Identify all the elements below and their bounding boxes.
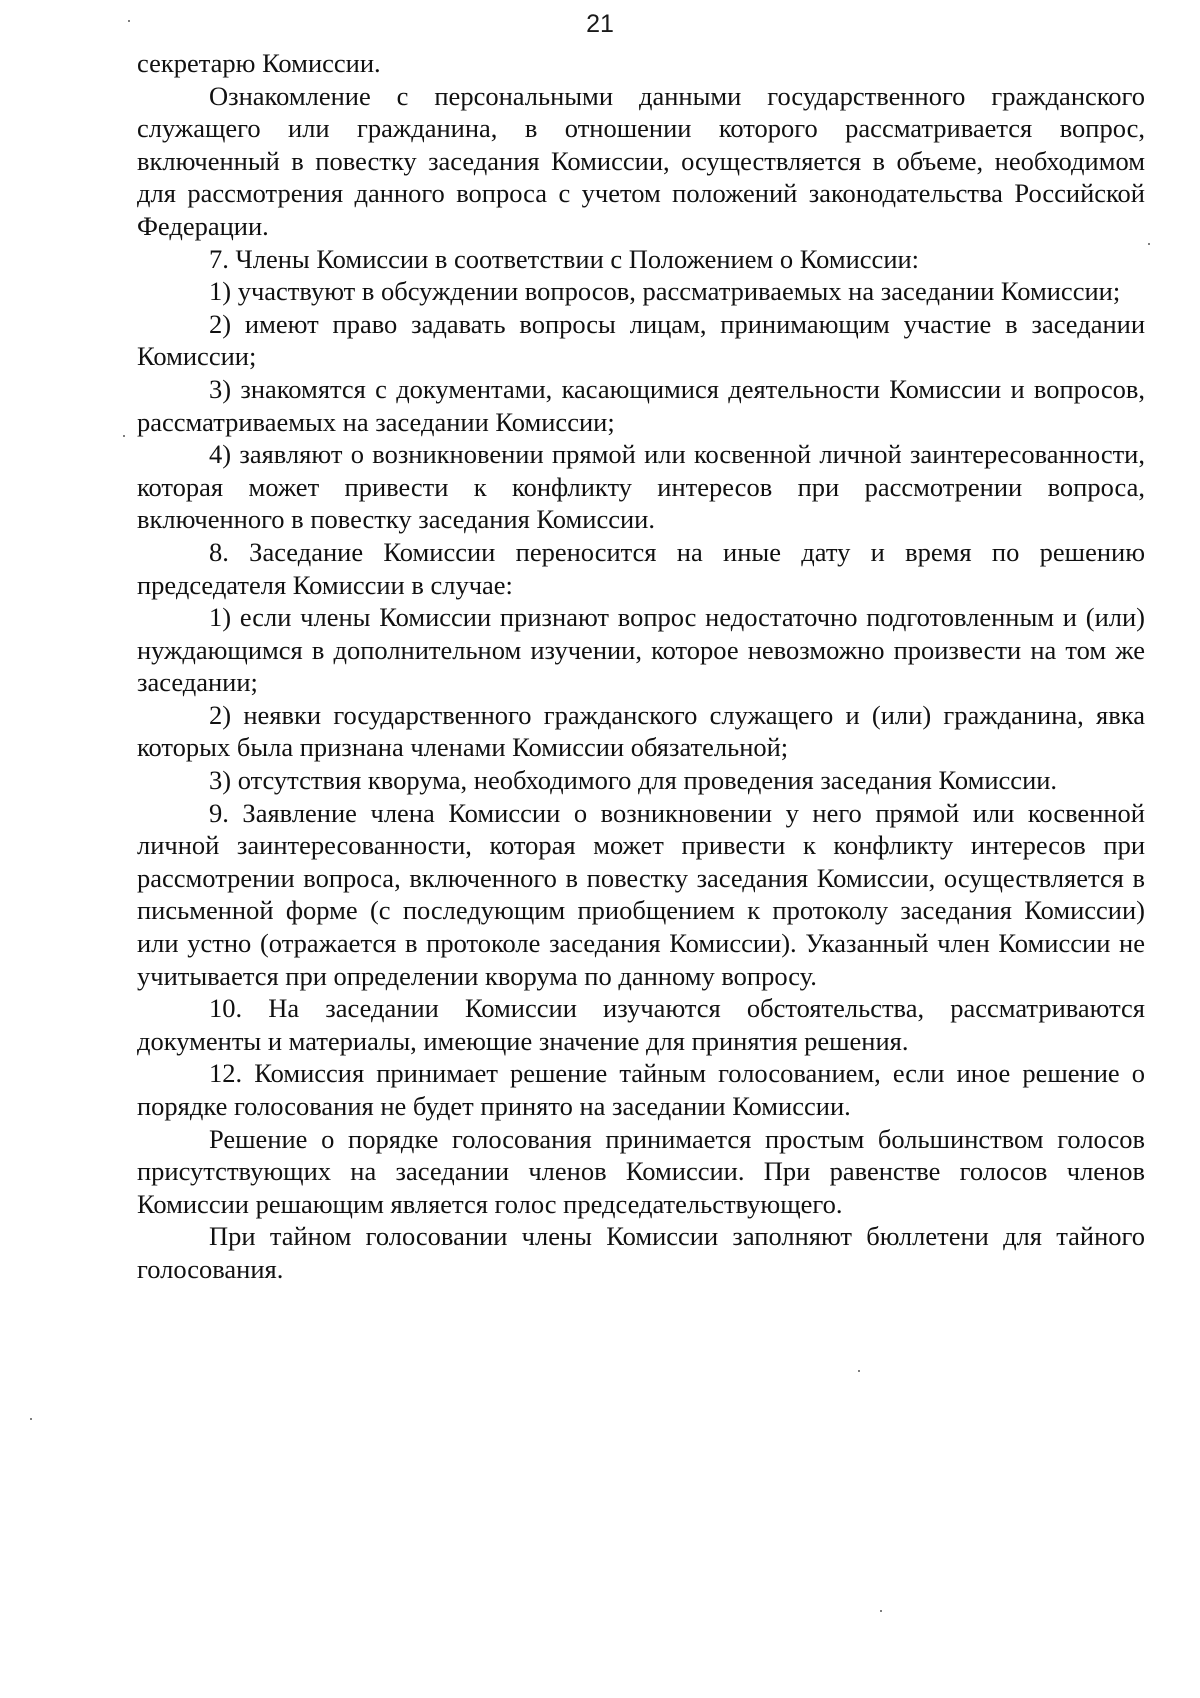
scan-speck — [30, 1418, 32, 1420]
scan-speck — [880, 1610, 882, 1612]
paragraph-personal-data: Ознакомление с персональными данными государственного гражданского служащего или гражданина, в отношении которого рассматривается вопрос, включенный в повестку заседания Комиссии, осуществляется в объеме, необходимом для рассмотрения данного вопроса с учетом положений законодательства Российской Федерации. — [137, 80, 1145, 241]
document-body — [137, 47, 1145, 1286]
paragraph-item-7-1: 1) участвуют в обсуждении вопросов, рассматриваемых на заседании Комиссии; — [209, 276, 1121, 307]
paragraph-secret-ballot: При тайном голосовании члены Комиссии заполняют бюллетени для тайного голосования. — [137, 1221, 1145, 1284]
page-number: 21 — [586, 10, 614, 38]
paragraph-item-7-3: 3) знакомятся с документами, касающимися деятельности Комиссии и вопросов, рассматриваемых на заседании Комиссии; — [137, 373, 1145, 437]
paragraph-section-8: 8. Заседание Комиссии переносится на иные дату и время по решению председателя Комиссии в случае: — [137, 536, 1145, 600]
paragraph-item-7-4: 4) заявляют о возникновении прямой или косвенной личной заинтересованности, которая может привести к конфликту интересов при рассмотрении вопроса, включенного в повестку заседания Комиссии. — [137, 439, 1145, 535]
paragraph-voting-decision: Решение о порядке голосования принимается простым большинством голосов присутствующих на заседании членов Комиссии. При равенстве голосов членов Комиссии решающим является голос председательствующего. — [137, 1123, 1145, 1219]
paragraph-item-7-2: 2) имеют право задавать вопросы лицам, принимающим участие в заседании Комиссии; — [137, 308, 1145, 372]
scan-speck — [858, 1370, 860, 1372]
paragraph-item-8-2: 2) неявки государственного гражданского служащего и (или) гражданина, явка которых была признана членами Комиссии обязательной; — [137, 699, 1145, 763]
paragraph-continuation: секретарю Комиссии. — [137, 48, 381, 78]
paragraph-section-7: 7. Члены Комиссии в соответствии с Положением о Комиссии: — [209, 243, 920, 274]
paragraph-section-10: 10. На заседании Комиссии изучаются обстоятельства, рассматриваются документы и материалы, имеющие значение для принятия решения. — [137, 993, 1145, 1056]
paragraph-item-8-1: 1) если члены Комиссии признают вопрос недостаточно подготовленным и (или) нуждающимся в дополнительном изучении, которое невозможно произвести на том же заседании; — [137, 602, 1145, 698]
scan-speck — [1148, 243, 1150, 245]
scan-speck — [123, 435, 125, 437]
scan-speck — [128, 20, 130, 22]
paragraph-section-12: 12. Комиссия принимает решение тайным голосованием, если иное решение о порядке голосования не будет принято на заседании Комиссии. — [137, 1058, 1145, 1121]
paragraph-section-9: 9. Заявление члена Комиссии о возникновении у него прямой или косвенной личной заинтересованности, которая может привести к конфликту интересов при рассмотрении вопроса, включенного в повестку заседания Комиссии, осуществляется в письменной форме (с последующим приобщением к протоколу заседания Комиссии) или устно (отражается в протоколе заседания Комиссии). Указанный член Комиссии не учитывается при определении кворума по данному вопросу. — [137, 797, 1145, 991]
paragraph-item-8-3: 3) отсутствия кворума, необходимого для проведения заседания Комиссии. — [209, 765, 1058, 796]
